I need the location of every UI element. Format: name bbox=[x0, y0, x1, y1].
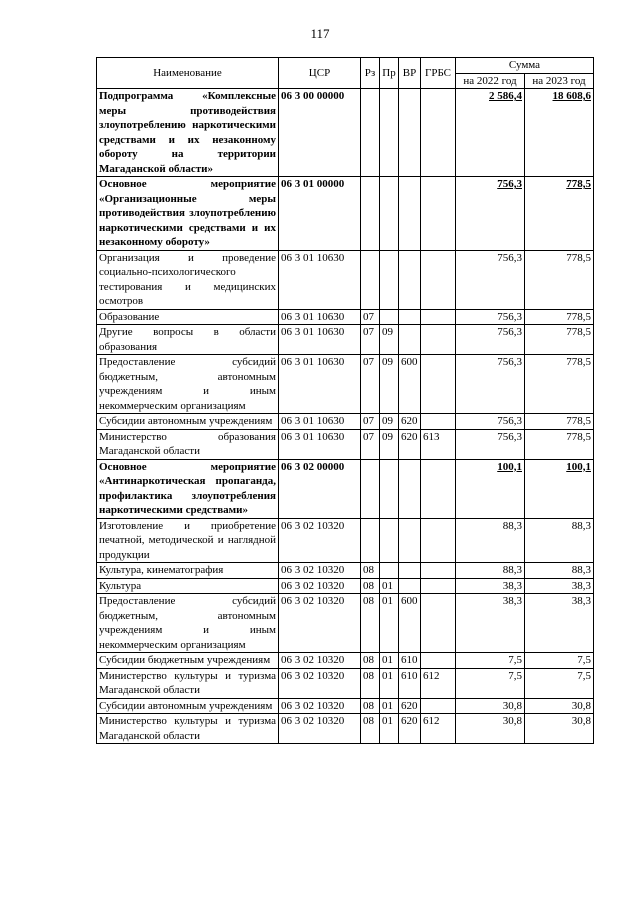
table-row bbox=[97, 563, 594, 579]
row-pr bbox=[380, 177, 399, 251]
row-vr bbox=[399, 578, 421, 594]
row-grbs bbox=[421, 355, 456, 414]
header-row bbox=[97, 58, 594, 74]
row-vr bbox=[399, 459, 421, 518]
table-row bbox=[97, 414, 594, 430]
row-sum-2022: 30,8 bbox=[456, 698, 525, 714]
table-row bbox=[97, 309, 594, 325]
row-rz bbox=[361, 518, 380, 563]
table-body bbox=[97, 89, 594, 744]
row-grbs bbox=[421, 177, 456, 251]
table-row bbox=[97, 325, 594, 355]
row-rz: 07 bbox=[361, 355, 380, 414]
row-sum-2023: 7,5 bbox=[525, 668, 594, 698]
row-sum-2022: 38,3 bbox=[456, 578, 525, 594]
row-csr: 06 3 02 10320 bbox=[279, 594, 361, 653]
row-csr: 06 3 02 10320 bbox=[279, 563, 361, 579]
row-sum-2023: 778,5 bbox=[525, 250, 594, 309]
row-vr: 620 bbox=[399, 714, 421, 744]
row-grbs: 612 bbox=[421, 714, 456, 744]
row-csr: 06 3 01 00000 bbox=[279, 177, 361, 251]
row-name: Предоставление субсидий бюджетным, автономным учреждениям и иным некоммерческим организациям bbox=[97, 355, 279, 414]
row-csr: 06 3 00 00000 bbox=[279, 89, 361, 177]
page-number: 117 bbox=[310, 26, 330, 41]
row-sum-2023: 88,3 bbox=[525, 563, 594, 579]
row-csr: 06 3 02 10320 bbox=[279, 698, 361, 714]
header-grbs: ГРБС bbox=[421, 58, 456, 89]
row-sum-2023: 38,3 bbox=[525, 578, 594, 594]
row-pr: 09 bbox=[380, 429, 399, 459]
row-csr: 06 3 01 10630 bbox=[279, 355, 361, 414]
row-sum-2023: 38,3 bbox=[525, 594, 594, 653]
row-sum-2022: 756,3 bbox=[456, 177, 525, 251]
row-rz: 07 bbox=[361, 309, 380, 325]
row-rz bbox=[361, 459, 380, 518]
row-pr: 01 bbox=[380, 594, 399, 653]
row-vr: 620 bbox=[399, 698, 421, 714]
header-year-2022: на 2022 год bbox=[456, 73, 525, 89]
row-sum-2022: 7,5 bbox=[456, 653, 525, 669]
table-row bbox=[97, 250, 594, 309]
row-name: Предоставление субсидий бюджетным, автономным учреждениям и иным некоммерческим организациям bbox=[97, 594, 279, 653]
row-grbs bbox=[421, 653, 456, 669]
row-grbs bbox=[421, 309, 456, 325]
row-name: Субсидии бюджетным учреждениям bbox=[97, 653, 279, 669]
row-vr bbox=[399, 563, 421, 579]
row-vr: 600 bbox=[399, 594, 421, 653]
row-sum-2023: 778,5 bbox=[525, 429, 594, 459]
row-sum-2023: 778,5 bbox=[525, 355, 594, 414]
row-rz: 08 bbox=[361, 653, 380, 669]
row-name: Другие вопросы в области образования bbox=[97, 325, 279, 355]
header-sum: Сумма bbox=[456, 58, 594, 74]
row-rz: 07 bbox=[361, 325, 380, 355]
table-row bbox=[97, 594, 594, 653]
row-sum-2022: 30,8 bbox=[456, 714, 525, 744]
row-pr: 01 bbox=[380, 578, 399, 594]
row-sum-2022: 100,1 bbox=[456, 459, 525, 518]
table-row bbox=[97, 89, 594, 177]
row-rz: 07 bbox=[361, 414, 380, 430]
budget-table bbox=[96, 57, 594, 744]
row-name: Организация и проведение социально-психологического тестирования и медицинских осмотров bbox=[97, 250, 279, 309]
header-year-2023: на 2023 год bbox=[525, 73, 594, 89]
row-csr: 06 3 02 10320 bbox=[279, 578, 361, 594]
row-rz bbox=[361, 89, 380, 177]
table-row bbox=[97, 518, 594, 563]
row-vr bbox=[399, 89, 421, 177]
row-name: Субсидии автономным учреждениям bbox=[97, 698, 279, 714]
header-rz: Рз bbox=[361, 58, 380, 89]
table-row bbox=[97, 714, 594, 744]
row-rz bbox=[361, 177, 380, 251]
row-sum-2023: 778,5 bbox=[525, 325, 594, 355]
row-name: Субсидии автономным учреждениям bbox=[97, 414, 279, 430]
row-sum-2023: 7,5 bbox=[525, 653, 594, 669]
row-sum-2023: 100,1 bbox=[525, 459, 594, 518]
row-pr: 01 bbox=[380, 714, 399, 744]
row-sum-2023: 18 608,6 bbox=[525, 89, 594, 177]
row-sum-2022: 88,3 bbox=[456, 563, 525, 579]
row-sum-2023: 30,8 bbox=[525, 698, 594, 714]
row-vr bbox=[399, 309, 421, 325]
row-sum-2022: 756,3 bbox=[456, 355, 525, 414]
row-sum-2023: 778,5 bbox=[525, 414, 594, 430]
row-name: Подпрограмма «Комплексные меры противодействия злоупотреблению наркотическими средствами и их незаконному обороту на территории Магаданской области» bbox=[97, 89, 279, 177]
row-pr: 01 bbox=[380, 653, 399, 669]
row-name: Основное мероприятие «Антинаркотическая пропаганда, профилактика злоупотребления наркотическими средствами» bbox=[97, 459, 279, 518]
row-grbs bbox=[421, 89, 456, 177]
row-name: Изготовление и приобретение печатной, методической и наглядной продукции bbox=[97, 518, 279, 563]
row-grbs bbox=[421, 250, 456, 309]
row-name: Образование bbox=[97, 309, 279, 325]
row-pr bbox=[380, 518, 399, 563]
row-name: Культура, кинематография bbox=[97, 563, 279, 579]
row-rz: 08 bbox=[361, 594, 380, 653]
row-sum-2022: 756,3 bbox=[456, 414, 525, 430]
row-csr: 06 3 02 10320 bbox=[279, 714, 361, 744]
row-csr: 06 3 01 10630 bbox=[279, 325, 361, 355]
row-grbs bbox=[421, 459, 456, 518]
table-row bbox=[97, 698, 594, 714]
header-csr: ЦСР bbox=[279, 58, 361, 89]
row-rz: 08 bbox=[361, 578, 380, 594]
row-vr: 620 bbox=[399, 429, 421, 459]
row-grbs: 613 bbox=[421, 429, 456, 459]
row-pr: 01 bbox=[380, 698, 399, 714]
row-vr bbox=[399, 518, 421, 563]
header-pr: Пр bbox=[380, 58, 399, 89]
row-grbs bbox=[421, 325, 456, 355]
row-vr: 600 bbox=[399, 355, 421, 414]
row-sum-2023: 30,8 bbox=[525, 714, 594, 744]
row-csr: 06 3 02 10320 bbox=[279, 518, 361, 563]
row-pr bbox=[380, 89, 399, 177]
row-pr: 01 bbox=[380, 668, 399, 698]
row-csr: 06 3 02 10320 bbox=[279, 653, 361, 669]
row-sum-2022: 756,3 bbox=[456, 250, 525, 309]
row-rz: 08 bbox=[361, 698, 380, 714]
row-pr: 09 bbox=[380, 325, 399, 355]
row-name: Министерство культуры и туризма Магаданской области bbox=[97, 714, 279, 744]
row-rz bbox=[361, 250, 380, 309]
row-pr bbox=[380, 250, 399, 309]
header-vr: ВР bbox=[399, 58, 421, 89]
row-sum-2022: 7,5 bbox=[456, 668, 525, 698]
header-name: Наименование bbox=[97, 58, 279, 89]
row-csr: 06 3 01 10630 bbox=[279, 250, 361, 309]
row-pr bbox=[380, 459, 399, 518]
row-pr: 09 bbox=[380, 414, 399, 430]
row-sum-2023: 778,5 bbox=[525, 309, 594, 325]
row-csr: 06 3 02 10320 bbox=[279, 668, 361, 698]
row-pr bbox=[380, 563, 399, 579]
table-row bbox=[97, 429, 594, 459]
row-name: Министерство культуры и туризма Магаданской области bbox=[97, 668, 279, 698]
row-vr bbox=[399, 177, 421, 251]
table-row bbox=[97, 177, 594, 251]
row-vr bbox=[399, 250, 421, 309]
row-csr: 06 3 01 10630 bbox=[279, 429, 361, 459]
row-rz: 08 bbox=[361, 714, 380, 744]
row-name: Культура bbox=[97, 578, 279, 594]
row-sum-2022: 88,3 bbox=[456, 518, 525, 563]
row-vr: 620 bbox=[399, 414, 421, 430]
row-pr bbox=[380, 309, 399, 325]
row-sum-2022: 756,3 bbox=[456, 309, 525, 325]
row-sum-2022: 2 586,4 bbox=[456, 89, 525, 177]
row-grbs: 612 bbox=[421, 668, 456, 698]
row-grbs bbox=[421, 518, 456, 563]
row-sum-2022: 756,3 bbox=[456, 429, 525, 459]
row-csr: 06 3 01 10630 bbox=[279, 309, 361, 325]
table-row bbox=[97, 459, 594, 518]
table-row bbox=[97, 668, 594, 698]
row-pr: 09 bbox=[380, 355, 399, 414]
row-grbs bbox=[421, 698, 456, 714]
row-sum-2022: 756,3 bbox=[456, 325, 525, 355]
row-csr: 06 3 01 10630 bbox=[279, 414, 361, 430]
row-name: Министерство образования Магаданской области bbox=[97, 429, 279, 459]
table-row bbox=[97, 653, 594, 669]
row-rz: 08 bbox=[361, 563, 380, 579]
row-sum-2022: 38,3 bbox=[456, 594, 525, 653]
row-grbs bbox=[421, 414, 456, 430]
row-vr: 610 bbox=[399, 668, 421, 698]
row-sum-2023: 778,5 bbox=[525, 177, 594, 251]
table-row bbox=[97, 578, 594, 594]
row-grbs bbox=[421, 578, 456, 594]
row-csr: 06 3 02 00000 bbox=[279, 459, 361, 518]
row-grbs bbox=[421, 563, 456, 579]
row-rz: 08 bbox=[361, 668, 380, 698]
row-rz: 07 bbox=[361, 429, 380, 459]
row-sum-2023: 88,3 bbox=[525, 518, 594, 563]
row-name: Основное мероприятие «Организационные меры противодействия злоупотреблению наркотическими средствами и их незаконному обороту» bbox=[97, 177, 279, 251]
table-row bbox=[97, 355, 594, 414]
row-vr: 610 bbox=[399, 653, 421, 669]
row-vr bbox=[399, 325, 421, 355]
row-grbs bbox=[421, 594, 456, 653]
